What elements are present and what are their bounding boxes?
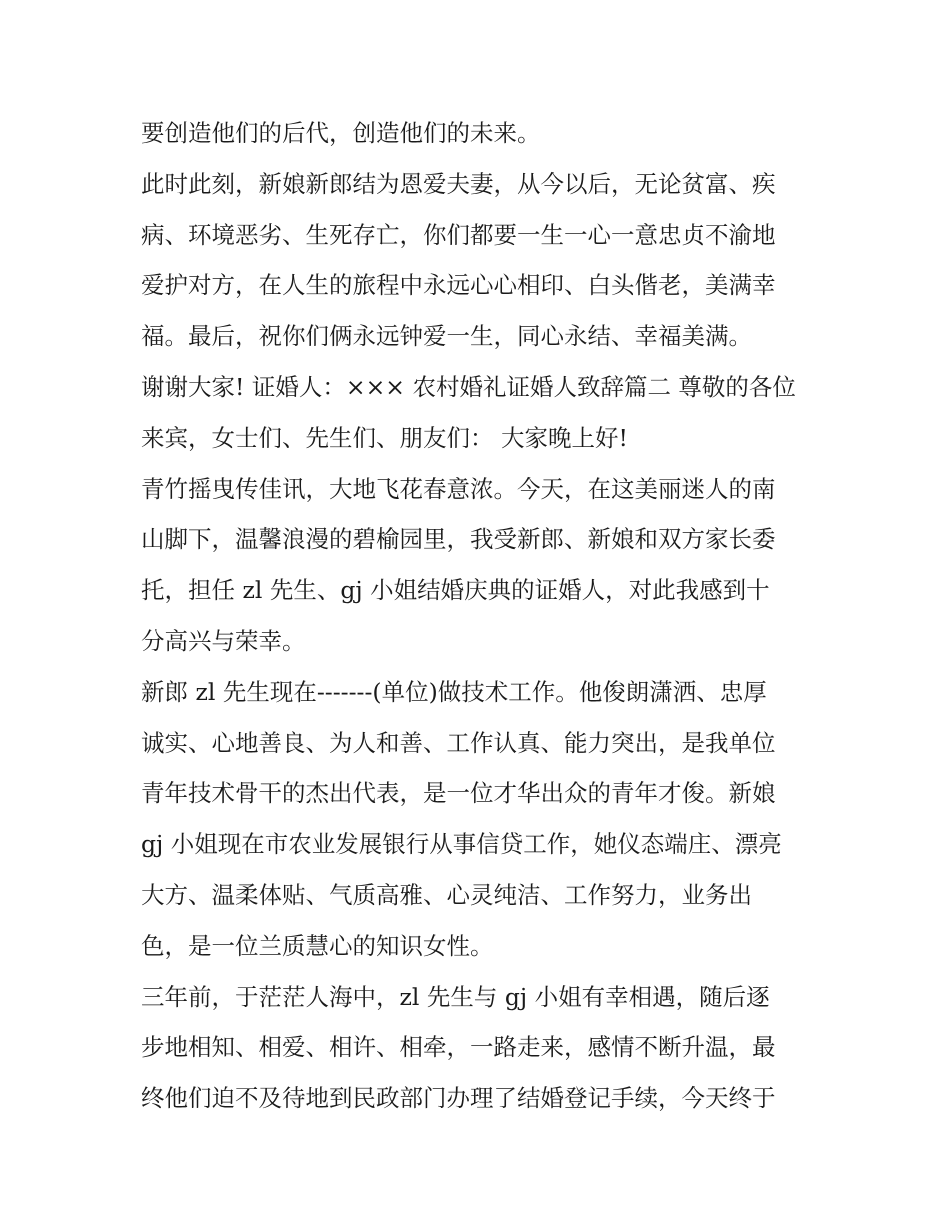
- text-line: 山脚下，温馨浪漫的碧榆园里，我受新郎、新娘和双方家长委: [141, 525, 776, 554]
- text-line: 步地相知、相爱、相许、相牵，一路走来，感情不断升温，最: [141, 1033, 776, 1062]
- text-line: 来宾，女士们、先生们、朋友们： 大家晚上好!: [141, 423, 628, 452]
- text-line: 终他们迫不及待地到民政部门办理了结婚登记手续，今天终于: [141, 1084, 776, 1113]
- text-line: 福。最后，祝你们俩永远钟爱一生，同心永结、幸福美满。: [141, 322, 752, 351]
- text-line: 色，是一位兰质慧心的知识女性。: [141, 931, 494, 960]
- text-line: 三年前，于茫茫人海中，zl 先生与 gj 小姐有幸相遇，随后逐: [141, 982, 770, 1011]
- text-line: 诚实、心地善良、为人和善、工作认真、能力突出，是我单位: [141, 728, 776, 757]
- text-line: 大方、温柔体贴、气质高雅、心灵纯洁、工作努力，业务出: [141, 880, 752, 909]
- text-line: 此时此刻，新娘新郎结为恩爱夫妻，从今以后，无论贫富、疾: [141, 169, 776, 198]
- text-line: 托，担任 zl 先生、gj 小姐结婚庆典的证婚人，对此我感到十: [141, 576, 770, 605]
- text-line: 分高兴与荣幸。: [141, 626, 306, 655]
- text-line: 谢谢大家! 证婚人：××× 农村婚礼证婚人致辞篇二 尊敬的各位: [141, 372, 796, 401]
- text-line: 爱护对方，在人生的旅程中永远心心相印、白头偕老，美满幸: [141, 271, 776, 300]
- text-line: 青竹摇曳传佳讯，大地飞花春意浓。今天，在这美丽迷人的南: [141, 474, 776, 503]
- text-line: gj 小姐现在市农业发展银行从事信贷工作，她仪态端庄、漂亮: [141, 830, 782, 859]
- text-line: 新郎 zl 先生现在-------(单位)做技术工作。他俊朗潇洒、忠厚: [141, 677, 767, 706]
- text-line: 要创造他们的后代，创造他们的未来。: [141, 119, 541, 147]
- text-line: 病、环境恶劣、生死存亡，你们都要一生一心一意忠贞不渝地: [141, 220, 776, 249]
- body-text: [141, 108, 811, 1124]
- text-line: 青年技术骨干的杰出代表，是一位才华出众的青年才俊。新娘: [141, 779, 776, 808]
